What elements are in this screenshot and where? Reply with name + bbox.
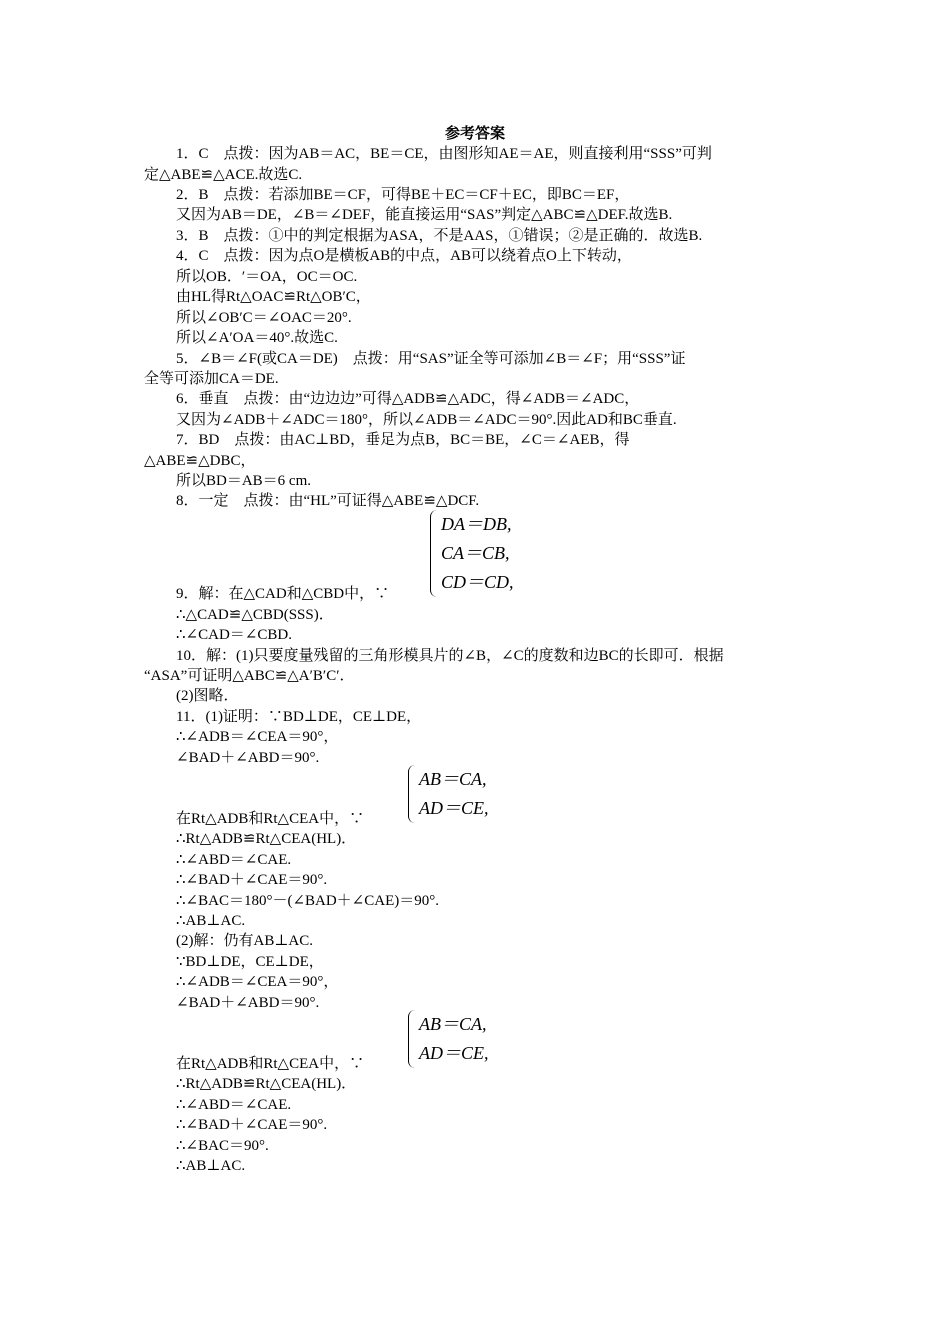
answer-line: 在Rt△ADB和Rt△CEA中，∵ — [176, 811, 365, 827]
answer-line: 7．BD 点拨：由AC⊥BD，垂足为点B，BC＝BE，∠C＝∠AEB，得 — [176, 432, 630, 448]
answer-line: 2．B 点拨：若添加BE＝CF，可得BE＋EC＝CF＋EC，即BC＝EF， — [176, 187, 630, 203]
answer-line: ∴∠ABD＝∠CAE. — [176, 852, 292, 868]
answer-line: ∴∠BAC＝180°－(∠BAD＋∠CAE)＝90°. — [176, 893, 439, 909]
answer-line: 10．解：(1)只要度量残留的三角形模具片的∠B，∠C的度数和边BC的长即可．根据 — [176, 648, 724, 664]
answer-line: 3．B 点拨：①中的判定根据为ASA，不是AAS，①错误；②是正确的．故选B. — [176, 228, 703, 244]
answer-line: ∴△CAD≌△CBD(SSS)． — [176, 607, 334, 623]
answer-line: “ASA”可证明△ABC≌△A′B′C′． — [144, 668, 355, 684]
answer-line: 所以BD＝AB＝6 cm. — [176, 473, 312, 489]
answer-line: 4．C 点拨：因为点O是横板AB的中点，AB可以绕着点O上下转动， — [176, 248, 632, 264]
answer-line: 由HL得Rt△OAC≌Rt△OB′C， — [176, 289, 371, 305]
answer-line: 11．(1)证明：∵BD⊥DE，CE⊥DE， — [176, 709, 422, 725]
answer-line: 所以OB．′＝OA，OC＝OC. — [176, 269, 358, 285]
equation-row: CD＝CD, — [441, 572, 514, 592]
answer-line: ∴∠CAD＝∠CBD. — [176, 627, 292, 643]
answer-line: △ABE≌△DBC， — [144, 453, 256, 469]
answer-line: ∴∠BAD＋∠CAE＝90°. — [176, 872, 328, 888]
answer-line: 又因为AB＝DE，∠B＝∠DEF，能直接运用“SAS”判定△ABC≌△DEF.故选B. — [176, 207, 673, 223]
equation-row: AD＝CE, — [419, 1043, 489, 1063]
answer-line: ∴∠ABD＝∠CAE. — [176, 1097, 292, 1113]
answer-line: 全等可添加CA＝DE. — [144, 371, 279, 387]
answer-line: ∴AB⊥AC. — [176, 913, 246, 929]
answer-line: ∴∠BAC＝90°. — [176, 1138, 269, 1154]
answer-line: 1．C 点拨：因为AB＝AC，BE＝CE，由图形知AE＝AE，则直接利用“SSS”可判 — [176, 146, 712, 162]
answer-line: 9．解：在△CAD和△CBD中，∵ — [176, 586, 390, 602]
answer-line: ∠BAD＋∠ABD＝90°. — [176, 750, 320, 766]
equation-row: AB＝CA, — [419, 1014, 487, 1034]
answer-line: 8．一定 点拨：由“HL”可证得△ABE≌△DCF. — [176, 493, 480, 509]
answer-line: 又因为∠ADB＋∠ADC＝180°，所以∠ADB＝∠ADC＝90°.因此AD和BC垂直. — [176, 412, 677, 428]
equation-system-11-2 — [408, 1010, 489, 1068]
equation-row: AB＝CA, — [419, 769, 487, 789]
answer-line: ∴∠ADB＝∠CEA＝90°， — [176, 729, 339, 745]
answer-line: (2)图略． — [176, 688, 239, 704]
equation-system-11-1 — [408, 765, 489, 823]
answer-line: ∴Rt△ADB≌Rt△CEA(HL)． — [176, 831, 357, 847]
answer-line: 所以∠A′OA＝40°.故选C. — [176, 330, 338, 346]
answer-line: 6．垂直 点拨：由“边边边”可得△ADB≌△ADC，得∠ADB＝∠ADC， — [176, 391, 640, 407]
answer-line: ∴Rt△ADB≌Rt△CEA(HL)． — [176, 1076, 357, 1092]
page-title: 参考答案 — [444, 126, 505, 142]
answer-line: 所以∠OB′C＝∠OAC＝20°. — [176, 310, 352, 326]
equation-system-9 — [430, 510, 514, 597]
equation-row: CA＝CB, — [441, 543, 510, 563]
equation-row: DA＝DB, — [441, 514, 512, 534]
answer-line: ∴∠BAD＋∠CAE＝90°. — [176, 1117, 328, 1133]
answer-line: ∠BAD＋∠ABD＝90°. — [176, 995, 320, 1011]
answer-line: 5．∠B＝∠F(或CA＝DE) 点拨：用“SAS”证全等可添加∠B＝∠F；用“SSS”证 — [176, 351, 686, 367]
answer-line: ∵BD⊥DE，CE⊥DE， — [176, 954, 324, 970]
equation-row: AD＝CE, — [419, 798, 489, 818]
answer-line: ∴AB⊥AC. — [176, 1158, 246, 1174]
answer-line: ∴∠ADB＝∠CEA＝90°， — [176, 974, 339, 990]
answer-line: 在Rt△ADB和Rt△CEA中，∵ — [176, 1056, 365, 1072]
answer-line: 定△ABE≌△ACE.故选C. — [144, 167, 303, 183]
answer-line: (2)解：仍有AB⊥AC. — [176, 933, 314, 949]
